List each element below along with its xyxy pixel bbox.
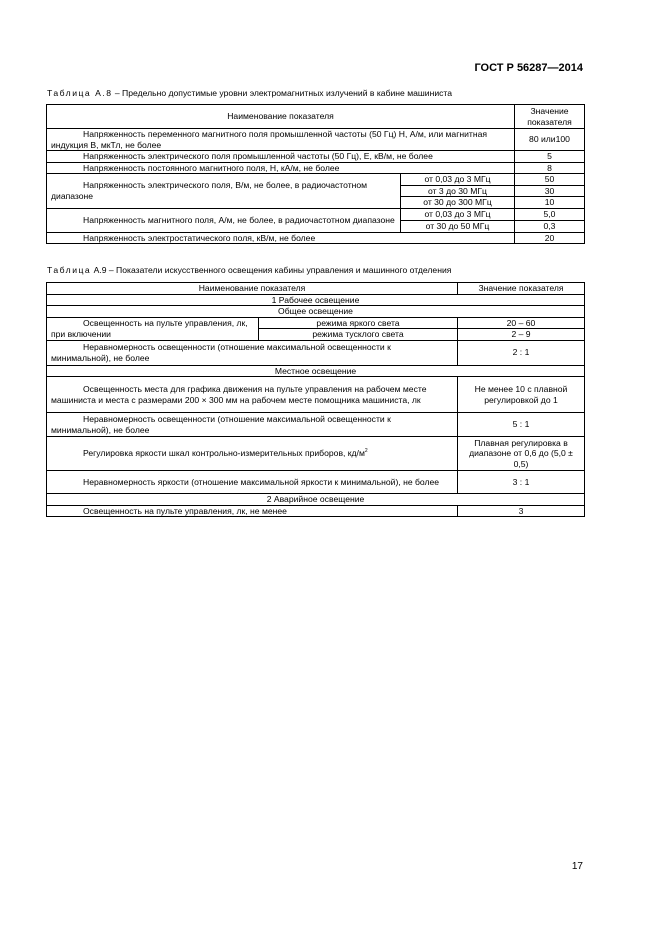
mode-cell: режима тусклого света <box>259 329 458 341</box>
range-cell: от 30 до 300 МГц <box>401 197 515 209</box>
mode-cell: режима яркого света <box>259 317 458 329</box>
row-label: Напряженность магнитного поля, А/м, не более, в радиочастотном диапазоне <box>47 208 401 232</box>
table-row <box>47 437 585 471</box>
table-row <box>47 471 585 494</box>
table-a9-caption-prefix: Таблица <box>47 265 92 275</box>
column-header-value: Значение показателя <box>515 105 585 129</box>
range-cell: от 30 до 50 МГц <box>401 220 515 232</box>
row-value: 2 – 9 <box>458 329 585 341</box>
table-a8-caption <box>47 88 452 98</box>
row-label <box>47 437 458 471</box>
row-label: Освещенность на пульте управления, лк, при включении <box>47 317 259 340</box>
row-value: 50 <box>515 174 585 186</box>
row-value: 3 <box>458 505 585 517</box>
document-id: ГОСТ Р 56287—2014 <box>474 62 583 74</box>
row-value: Не менее 10 с плавной регулировкой до 1 <box>458 377 585 413</box>
table-a9-caption-text: А.9 – Показатели искусственного освещения кабины управления и машинного отделения <box>91 265 452 275</box>
row-label: Неравномерность яркости (отношение максимальной яркости к минимальной), не более <box>47 471 458 494</box>
row-value: 20 <box>515 232 585 244</box>
row-label: Напряженность электростатического поля, кВ/м, не более <box>47 232 515 244</box>
table-row <box>47 377 585 413</box>
row-value: 10 <box>515 197 585 209</box>
row-value: 80 или100 <box>515 129 585 151</box>
row-label: Напряженность электрического поля, В/м, не более, в радиочастотном диапазоне <box>47 174 401 209</box>
table-row <box>47 232 585 244</box>
column-header-name: Наименование показателя <box>47 105 515 129</box>
table-row <box>47 413 585 437</box>
table-header-row <box>47 105 585 129</box>
row-label: Напряженность электрического поля промышленной частоты (50 Гц), Е, кВ/м, не более <box>47 151 515 163</box>
table-row <box>47 317 585 329</box>
row-value: 5 <box>515 151 585 163</box>
section-row <box>47 494 585 506</box>
row-value: 8 <box>515 162 585 174</box>
range-cell: от 0,03 до 3 МГц <box>401 174 515 186</box>
table-a8-caption-prefix: Таблица А.8 <box>47 88 113 98</box>
row-value: 5 : 1 <box>458 413 585 437</box>
row-label: Неравномерность освещенности (отношение максимальной освещенности к минимальной), не более <box>47 413 458 437</box>
row-value: 2 : 1 <box>458 340 585 365</box>
row-label-text: Регулировка яркости шкал контрольно-измерительных приборов, кд/м <box>83 448 365 459</box>
row-label: Освещенность на пульте управления, лк, не менее <box>47 505 458 517</box>
table-a8 <box>46 104 585 244</box>
table-row <box>47 162 585 174</box>
section-title: 1 Рабочее освещение <box>47 294 585 306</box>
column-header-name: Наименование показателя <box>47 283 458 295</box>
table-row <box>47 151 585 163</box>
page-number: 17 <box>571 861 583 872</box>
row-value: 5,0 <box>515 208 585 220</box>
section-row <box>47 294 585 306</box>
row-value: 20 – 60 <box>458 317 585 329</box>
row-label: Неравномерность освещенности (отношение максимальной освещенности к минимальной), не более <box>47 340 458 365</box>
table-row <box>47 340 585 365</box>
section-row <box>47 365 585 377</box>
row-label: Напряженность постоянного магнитного поля, Н, кА/м, не более <box>47 162 515 174</box>
row-value: 0,3 <box>515 220 585 232</box>
table-row <box>47 174 585 186</box>
subsection-title: Местное освещение <box>47 365 585 377</box>
range-cell: от 3 до 30 МГц <box>401 185 515 197</box>
table-header-row <box>47 283 585 295</box>
row-value: 3 : 1 <box>458 471 585 494</box>
row-label: Напряженность переменного магнитного поля промышленной частоты (50 Гц) Н, А/м, или магнитная индукция В, мкТл, не более <box>47 129 515 151</box>
row-label: Освещенность места для графика движения на пульте управления на рабочем месте машиниста и места с размерами 200 × 300 мм на рабочем месте помощника машиниста, лк <box>47 377 458 413</box>
section-row <box>47 306 585 318</box>
unit-superscript: 2 <box>364 448 368 455</box>
table-a9-caption <box>47 265 451 275</box>
column-header-value: Значение показателя <box>458 283 585 295</box>
table-a8-caption-text: – Предельно допустимые уровни электромагнитных излучений в кабине машиниста <box>112 88 453 98</box>
table-row <box>47 505 585 517</box>
row-value: Плавная регулировка в диапазоне от 0,6 до (5,0 ± 0,5) <box>458 437 585 471</box>
subsection-title: Общее освещение <box>47 306 585 318</box>
range-cell: от 0,03 до 3 МГц <box>401 208 515 220</box>
table-row <box>47 129 585 151</box>
row-value: 30 <box>515 185 585 197</box>
section-title: 2 Аварийное освещение <box>47 494 585 506</box>
table-row <box>47 208 585 220</box>
table-a9 <box>46 282 585 517</box>
